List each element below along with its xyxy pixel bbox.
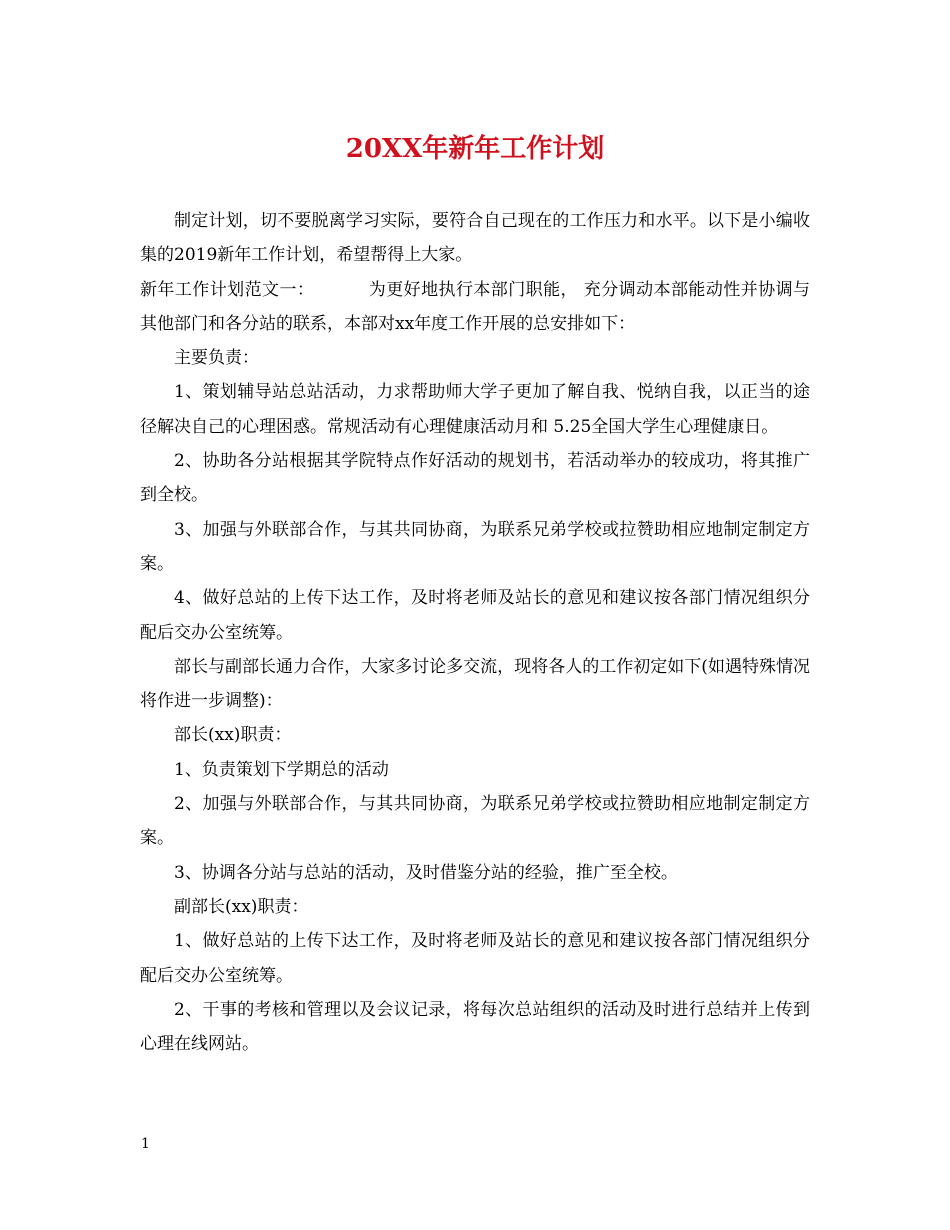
list-item: 1、负责策划下学期总的活动 bbox=[174, 759, 389, 780]
list-item: 4、做好总站的上传下达工作，及时将老师及站长的意见和建议按各部门情况组织分配后交办公室统筹。 bbox=[140, 588, 810, 643]
list-item: 3、协调各分站与总站的活动，及时借鉴分站的经验，推广至全校。 bbox=[174, 862, 678, 883]
list-item: 3、加强与外联部合作，与其共同协商，为联系兄弟学校或拉赞助相应地制定制定方案。 bbox=[140, 519, 810, 574]
list-item: 1、策划辅导站总站活动，力求帮助师大学子更加了解自我、悦纳自我，以正当的途径解决自己的心理困惑。常规活动有心理健康活动月和 5.25全国大学生心理健康日。 bbox=[140, 382, 810, 437]
section-heading: 主要负责： bbox=[174, 348, 259, 369]
sample-heading: 新年工作计划范文一： bbox=[140, 279, 315, 300]
sample-paragraph bbox=[140, 273, 810, 342]
document-body bbox=[140, 204, 810, 1061]
document-title: 20XX年新年工作计划 bbox=[345, 134, 605, 164]
list-item: 2、协助各分站根据其学院特点作好活动的规划书，若活动举办的较成功，将其推广到全校。 bbox=[140, 451, 810, 506]
intro-paragraph: 制定计划，切不要脱离学习实际，要符合自己现在的工作压力和水平。以下是小编收集的2019新年工作计划，希望帮得上大家。 bbox=[140, 211, 810, 266]
page-number: 1 bbox=[141, 1136, 150, 1152]
list-item: 2、加强与外联部合作，与其共同协商，为联系兄弟学校或拉赞助相应地制定制定方案。 bbox=[140, 794, 810, 849]
section-heading: 副部长(xx)职责： bbox=[174, 896, 309, 917]
section-heading: 部长(xx)职责： bbox=[174, 725, 292, 746]
list-item: 1、做好总站的上传下达工作，及时将老师及站长的意见和建议按各部门情况组织分配后交办公室统筹。 bbox=[140, 931, 810, 986]
sample-intro-text: 为更好地执行本部门职能， 充分调动本部能动性并协调与其他部门和各分站的联系，本部对xx年度工作开展的总安排如下： bbox=[140, 279, 811, 334]
list-item: 2、干事的考核和管理以及会议记录，将每次总站组织的活动及时进行总结并上传到心理在线网站。 bbox=[140, 999, 810, 1055]
body-paragraph: 部长与副部长通力合作，大家多讨论多交流，现将各人的工作初定如下(如遇特殊情况将作进一步调整)： bbox=[140, 656, 810, 712]
